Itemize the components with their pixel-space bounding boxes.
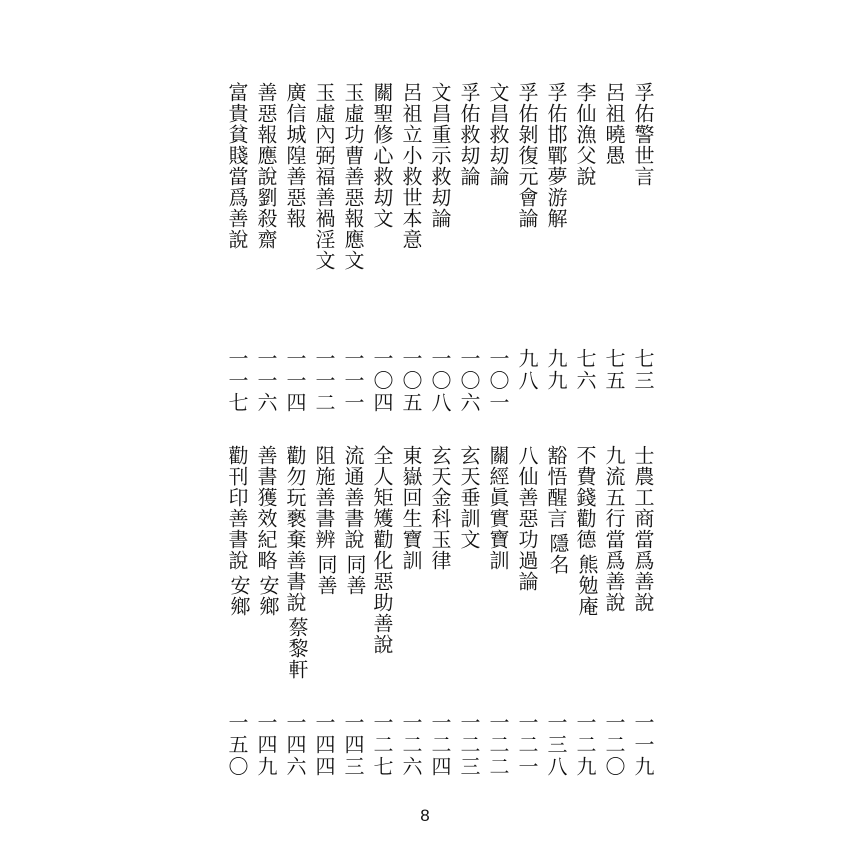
bottom-entry-author-wrap [316, 554, 336, 596]
bottom-entry-author-wrap [287, 617, 307, 680]
bottom-entry-page: 一一九 [631, 712, 655, 778]
top-entry-page: 一〇六 [457, 348, 481, 414]
top-entry-page: 九八 [515, 348, 539, 392]
bottom-entry-title: 九流五行當爲善說 [602, 445, 626, 613]
top-entry-title: 呂祖曉愚 [602, 82, 626, 166]
top-entry-title: 孚佑邯鄲夢游解 [544, 82, 568, 229]
top-entry-title: 呂祖立小救世本意 [399, 82, 423, 250]
bottom-entry-page: 一二三 [457, 712, 481, 778]
top-entry-title: 孚佑剝復元會論 [515, 82, 539, 229]
bottom-entry-page: 一二六 [399, 712, 423, 778]
top-entry-title: 李仙漁父說 [573, 82, 597, 187]
top-entry-page: 七三 [631, 348, 655, 392]
bottom-entry-author: 蔡黎軒 [285, 617, 309, 680]
bottom-entry-title: 玄天金科玉律 [428, 445, 452, 571]
bottom-entry-title: 流通善書說 [341, 445, 365, 550]
bottom-entry-page: 一三八 [544, 712, 568, 778]
top-entry-title: 孚佑警世言 [631, 82, 655, 187]
top-entry-page: 一〇八 [428, 348, 452, 414]
top-entry-title: 文昌重示救刧論 [428, 82, 452, 229]
bottom-entry-author-wrap [345, 554, 365, 596]
bottom-entry-page: 一四九 [254, 712, 278, 778]
top-entry-title: 玉虛功曹善惡報應文 [341, 82, 365, 271]
top-entry-page: 一一二 [312, 348, 336, 414]
bottom-entry-author-wrap [548, 533, 568, 575]
top-entry-page: 七五 [602, 348, 626, 392]
bottom-entry-page: 一五〇 [225, 712, 249, 778]
bottom-entry-title: 善書獲效紀略 [254, 445, 278, 571]
bottom-entry-title: 不費錢勸德 [573, 445, 597, 550]
bottom-entry-title: 士農工商當爲善說 [631, 445, 655, 613]
bottom-entry-page: 一二二 [486, 712, 510, 778]
top-entry-title: 廣信城隍善惡報 [283, 82, 307, 229]
bottom-entry-title: 東嶽回生寶訓 [399, 445, 423, 571]
top-entry-page: 七六 [573, 348, 597, 392]
bottom-entry-title: 玄天垂訓文 [457, 445, 481, 550]
bottom-entry-title: 勸勿玩褻棄善書說 [283, 445, 307, 613]
bottom-entry-author: 隱名 [546, 533, 570, 575]
bottom-entry-title: 關經眞實寶訓 [486, 445, 510, 571]
bottom-entry-author: 安鄉 [256, 575, 280, 617]
bottom-entry-author: 安鄉 [227, 575, 251, 617]
bottom-entry-author: 熊勉庵 [575, 554, 599, 617]
top-entry-page: 一〇五 [399, 348, 423, 414]
top-entry-page: 一一七 [225, 348, 249, 414]
bottom-entry-author-wrap [258, 575, 278, 617]
bottom-entry-title: 勸刊印善書說 [225, 445, 249, 571]
top-entry-page: 一一一 [341, 348, 365, 414]
bottom-entry-page: 一四六 [283, 712, 307, 778]
bottom-entry-page: 一二七 [370, 712, 394, 778]
top-entry-page: 一〇四 [370, 348, 394, 414]
top-entry-title: 關聖修心救刧文 [370, 82, 394, 229]
bottom-entry-author: 同善 [343, 554, 367, 596]
bottom-entry-page: 一四四 [312, 712, 336, 778]
bottom-entry-page: 一二一 [515, 712, 539, 778]
top-entry-title: 玉虛內弼福善禍淫文 [312, 82, 336, 271]
bottom-entry-title: 豁悟醒言 [544, 445, 568, 529]
bottom-entry-author: 同善 [314, 554, 338, 596]
top-entry-title: 孚佑救刧論 [457, 82, 481, 187]
bottom-entry-title: 阻施善書辨 [312, 445, 336, 550]
bottom-entry-page: 一四三 [341, 712, 365, 778]
bottom-entry-title: 八仙善惡功過論 [515, 445, 539, 592]
top-entry-title: 善惡報應說劉殺齋 [254, 82, 278, 250]
bottom-entry-author-wrap [577, 554, 597, 617]
bottom-entry-author-wrap [229, 575, 249, 617]
top-entry-page: 一一四 [283, 348, 307, 414]
bottom-entry-title: 全人矩矱勸化惡助善說 [370, 445, 394, 655]
bottom-entry-page: 一二九 [573, 712, 597, 778]
top-entry-title: 富貴貧賤當爲善說 [225, 82, 249, 250]
top-entry-page: 一〇一 [486, 348, 510, 414]
top-entry-title: 文昌救刧論 [486, 82, 510, 187]
bottom-entry-page: 一二四 [428, 712, 452, 778]
page-number: 8 [420, 806, 430, 825]
top-entry-page: 九九 [544, 348, 568, 392]
top-entry-page: 一一六 [254, 348, 278, 414]
bottom-entry-page: 一二〇 [602, 712, 626, 778]
